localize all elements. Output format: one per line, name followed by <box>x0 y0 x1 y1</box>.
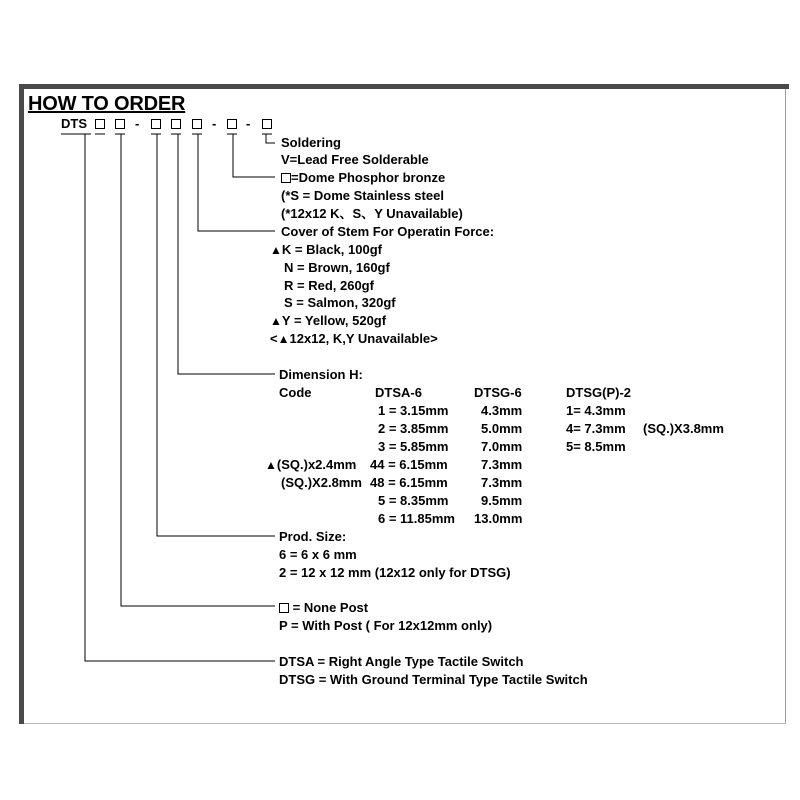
code-dash-1: - <box>135 116 140 131</box>
soldering-unavailable-note: (*12x12 K、S、Y Unavailable) <box>281 206 463 221</box>
code-prefix: DTS <box>61 116 87 131</box>
dtsg6-value: 7.0mm <box>481 439 523 454</box>
dtsgp2-value: 1= 4.3mm <box>566 403 626 418</box>
dome-stainless-line: (*S = Dome Stainless steel <box>281 188 444 203</box>
cover-s-line: S = Salmon, 320gf <box>284 295 396 310</box>
dtsa6-value: 6 = 11.85mm <box>378 511 455 526</box>
post-none-line: = None Post <box>279 600 368 616</box>
dtsa6-value: 5 = 8.35mm <box>378 493 449 508</box>
dimension-dtsgp2-header: DTSG(P)-2 <box>566 385 631 400</box>
cover-r-line: R = Red, 260gf <box>284 278 374 293</box>
page-title: HOW TO ORDER <box>28 93 186 115</box>
cover-heading: Cover of Stem For Operatin Force: <box>281 224 495 239</box>
code-dash-2: - <box>212 116 217 131</box>
prod-size-6: 6 = 6 x 6 mm <box>279 547 357 562</box>
triangle-icon: ▲ <box>265 458 277 472</box>
dtsg6-value: 5.0mm <box>481 421 523 436</box>
soldering-lead-free: V=Lead Free Solderable <box>281 152 429 167</box>
dome-phosphor-line: =Dome Phosphor bronze <box>281 170 445 186</box>
dtsa6-value: 44 = 6.15mm <box>370 457 448 472</box>
code-dash-3: - <box>246 116 251 131</box>
dtsa6-value: 2 = 3.85mm <box>378 421 449 436</box>
cover-y-line: ▲Y = Yellow, 520gf <box>270 313 387 328</box>
type-dtsa-line: DTSA = Right Angle Type Tactile Switch <box>279 654 524 669</box>
type-dtsg-line: DTSG = With Ground Terminal Type Tactile Switch <box>279 672 588 687</box>
dtsg6-value: 13.0mm <box>474 511 523 526</box>
dimension-dtsa6-header: DTSA-6 <box>375 385 422 400</box>
triangle-icon: ▲ <box>270 314 282 328</box>
sq-2-8-note: (SQ.)X2.8mm <box>281 475 362 490</box>
triangle-icon: ▲ <box>277 332 290 346</box>
dtsg6-value: 9.5mm <box>481 493 523 508</box>
dtsa6-value: 3 = 5.85mm <box>378 439 449 454</box>
blank-code-box <box>279 603 289 613</box>
soldering-heading: Soldering <box>281 135 341 150</box>
dtsa6-value: 1 = 3.15mm <box>378 403 449 418</box>
dimension-code-header: Code <box>279 385 312 400</box>
dtsg6-value: 7.3mm <box>481 457 523 472</box>
sq-2-4-note: ▲(SQ.)x2.4mm <box>265 457 357 472</box>
prod-size-2: 2 = 12 x 12 mm (12x12 only for DTSG) <box>279 565 511 580</box>
triangle-icon: ▲ <box>270 243 282 257</box>
dtsa6-value: 48 = 6.15mm <box>370 475 448 490</box>
cover-n-line: N = Brown, 160gf <box>284 260 390 275</box>
dtsg6-value: 4.3mm <box>481 403 523 418</box>
blank-code-box <box>281 173 291 183</box>
dimension-heading: Dimension H: <box>279 367 363 382</box>
dtsg6-value: 7.3mm <box>481 475 523 490</box>
post-with-line: P = With Post ( For 12x12mm only) <box>279 618 493 633</box>
dtsgp2-value: 5= 8.5mm <box>566 439 626 454</box>
dimension-dtsg6-header: DTSG-6 <box>474 385 522 400</box>
sq-3-8-note: (SQ.)X3.8mm <box>643 421 724 436</box>
prod-size-heading: Prod. Size: <box>279 529 347 544</box>
cover-note: <▲12x12, K,Y Unavailable> <box>270 331 438 346</box>
dtsgp2-value: 4= 7.3mm <box>566 421 626 436</box>
cover-k-line: ▲K = Black, 100gf <box>270 242 382 257</box>
